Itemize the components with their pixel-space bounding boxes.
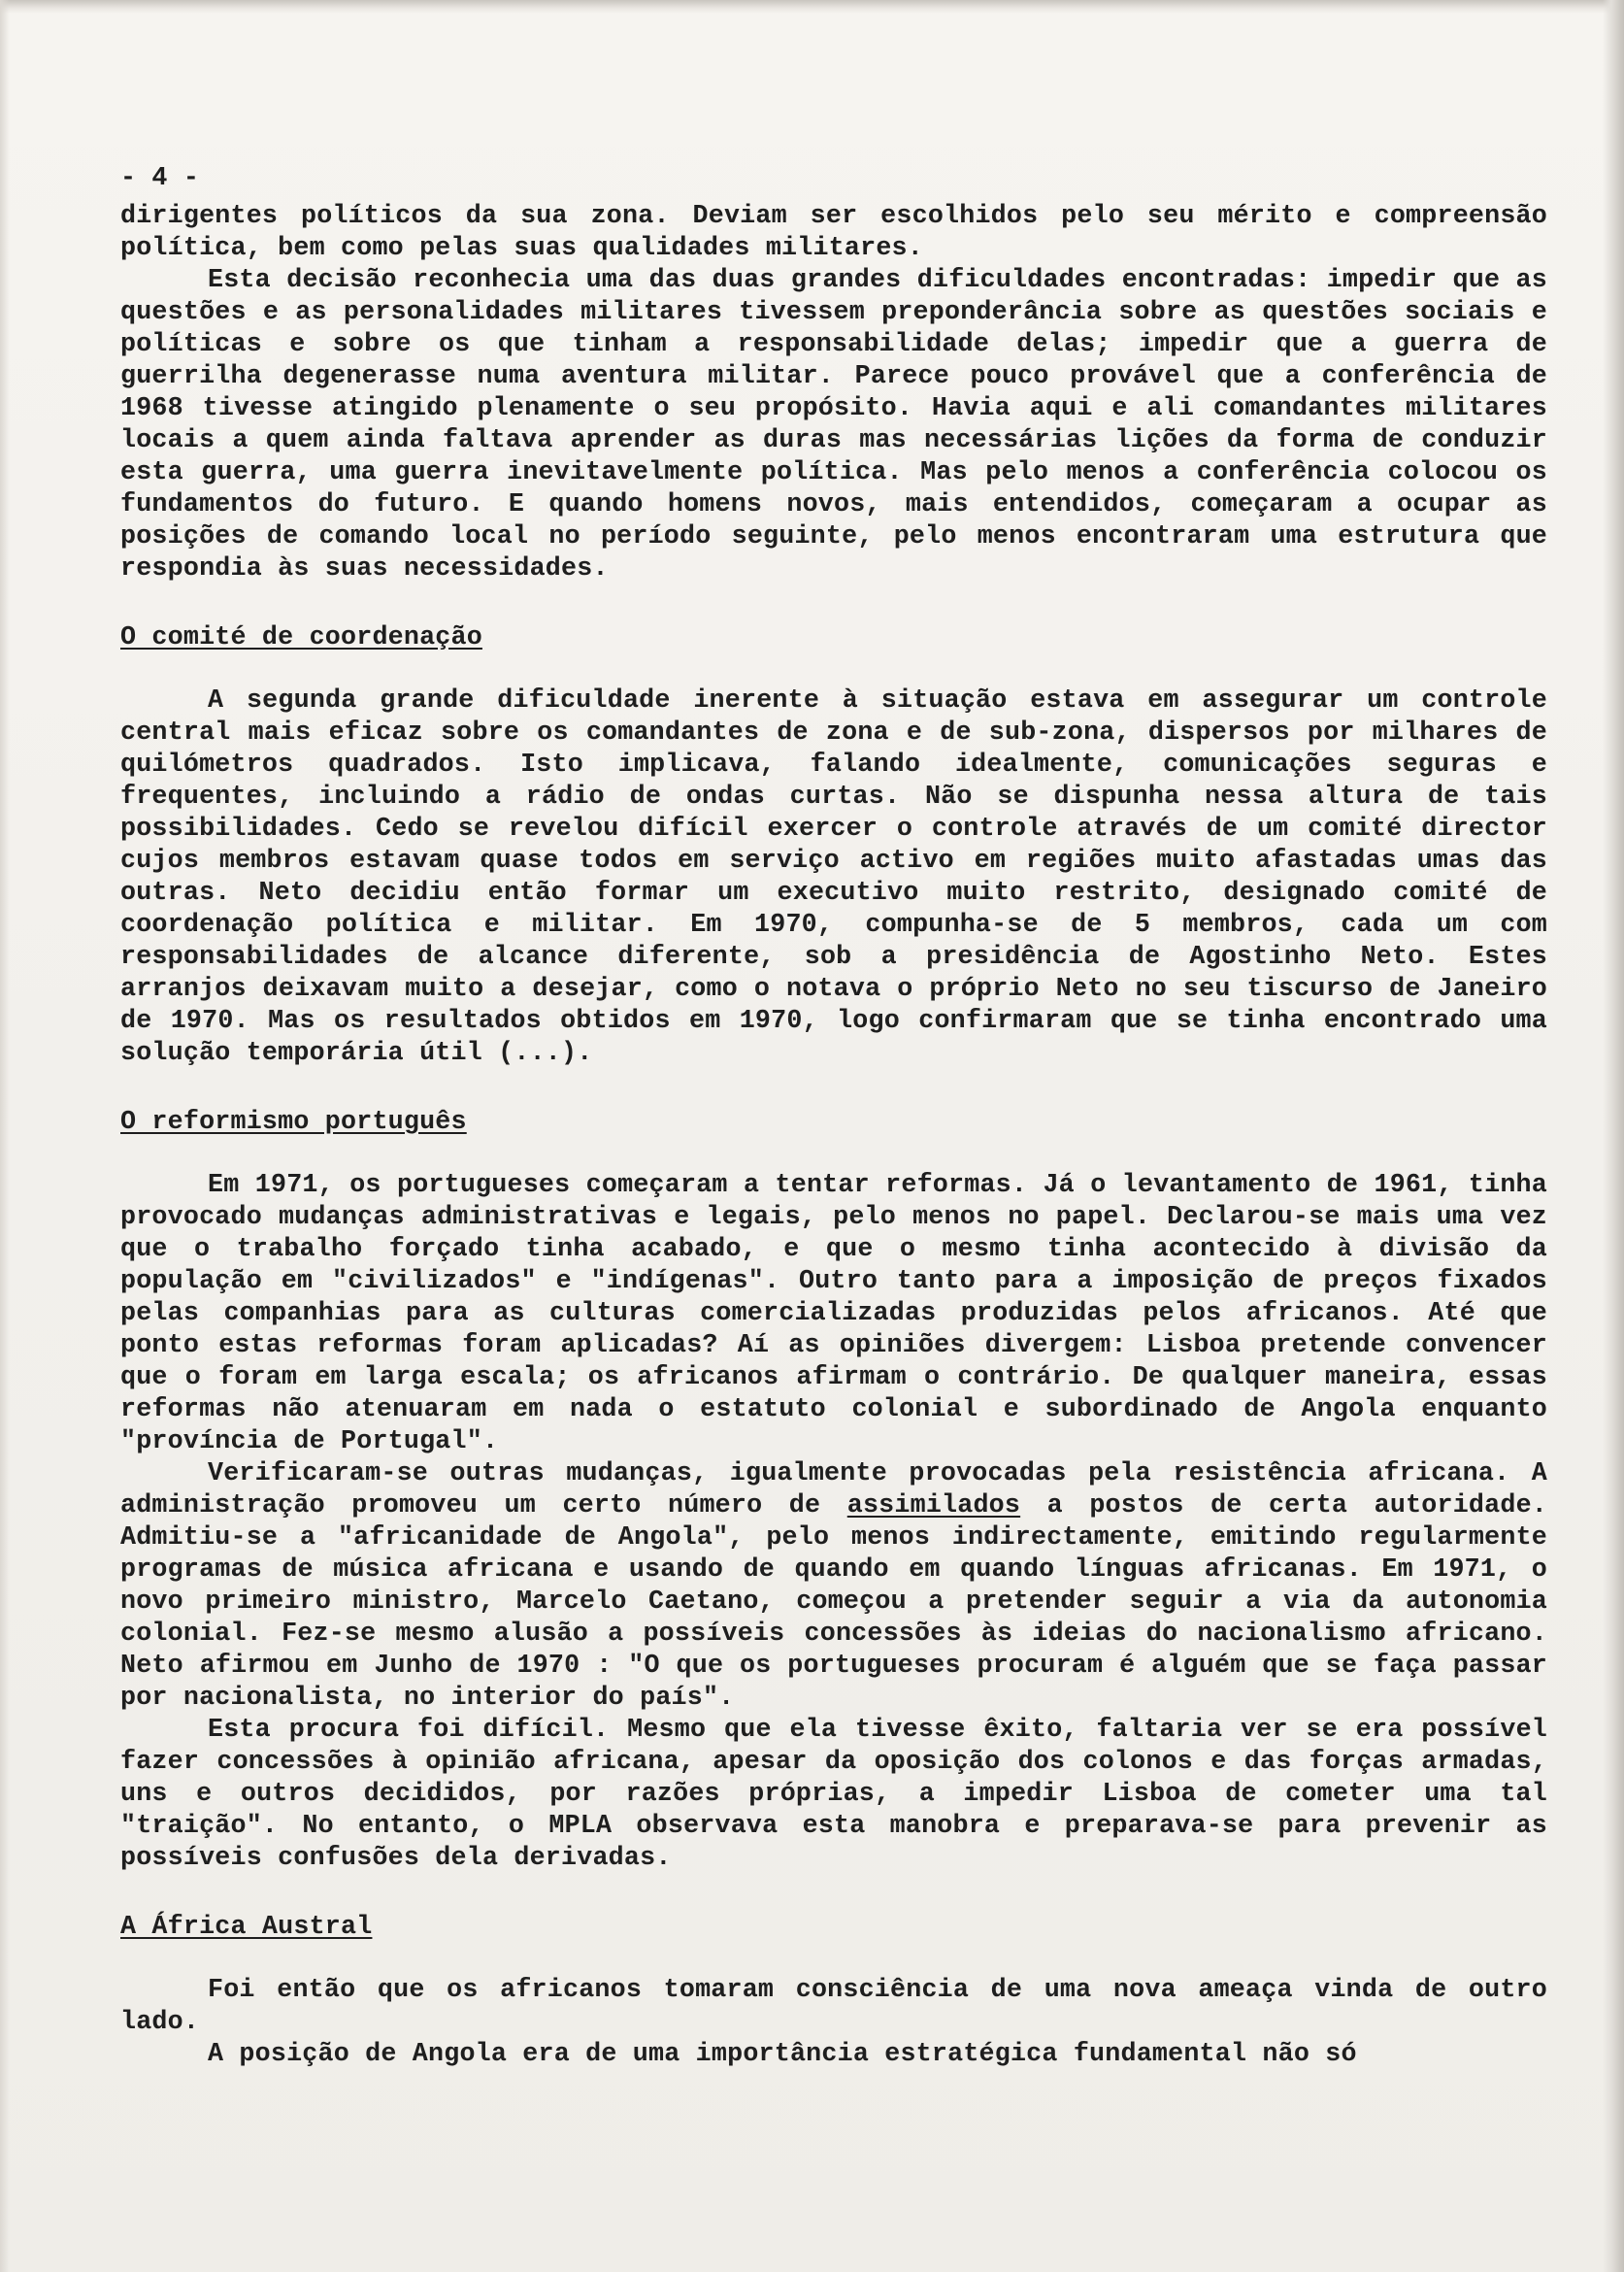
paragraph-7: Foi então que os africanos tomaram consciência de uma nova ameaça vinda de outro lado. (120, 1976, 1547, 2037)
paragraph-3: A segunda grande dificuldade inerente à situação estava em assegurar um controle central mais eficaz sobre os comandantes de zona e de sub-zona, dispersos por milhares de quilómetros quadrados. Isto implicava, falando idealmente, comunicações seguras e frequentes, incluindo a rádio de ondas curtas. Não se dispunha nessa altura de tais possibilidades. Cedo se revelou difícil exercer o controle através de um comité director cujos membros estavam quase todos em serviço activo em regiões muito afastadas umas das outras. Neto decidiu então formar um executivo muito restrito, designado comité de coordenação política e militar. Em 1970, compunha-se de 5 membros, cada um com responsabilidades de alcance diferente, sob a presidência de Agostinho Neto. Estes arranjos deixavam muito a desejar, como o notava o próprio Neto no seu tiscurso de Janeiro de 1970. Mas os resultados obtidos em 1970, logo confirmaram que se tinha encontrado uma solução temporária útil (...). (120, 686, 1547, 1068)
paper-right-edge (1603, 0, 1624, 2272)
paragraph-8: A posição de Angola era de uma importância estratégica fundamental não só (208, 2040, 1357, 2069)
heading-africa-austral: A África Austral (120, 1913, 373, 1942)
paragraph-2: Esta decisão reconhecia uma das duas grandes dificuldades encontradas: impedir que as questões e as personalidades militares tivessem preponderância sobre as questões sociais e políticas e sobre os que tinham a responsabilidade delas; impedir que a guerra de guerrilha degenerasse numa aventura militar. Parece pouco provável que a conferência de 1968 tivesse atingido plenamente o seu propósito. Havia aqui e ali comandantes militares locais a quem ainda faltava aprender as duras mas necessárias lições da forma de conduzir esta guerra, uma guerra inevitavelmente política. Mas pelo menos a conferência colocou os fundamentos do futuro. E quando homens novos, mais entendidos, começaram a ocupar as posições de comando local no período seguinte, pelo menos encontraram uma estrutura que respondia às suas necessidades. (120, 266, 1547, 584)
assimilados-term: assimilados (846, 1491, 1021, 1520)
paragraph-4: Em 1971, os portugueses começaram a tentar reformas. Já o levantamento de 1961, tinha provocado mudanças administrativas e legais, pelo menos no papel. Declarou-se mais uma vez que o trabalho forçado tinha acabado, e que o mesmo tinha acontecido à divisão da população em "civilizados" e "indígenas". Outro tanto para a imposição de preços fixados pelas companhias para as culturas comercializadas produzidas pelos africanos. Até que ponto estas reformas foram aplicadas? Aí as opiniões divergem: Lisboa pretende convencer que o foram em larga escala; os africanos afirmam o contrário. De qualquer maneira, essas reformas não atenuaram em nada o estatuto colonial e subordinado de Angola enquanto "província de Portugal". (120, 1171, 1547, 1456)
heading-comite-coordenacao: O comité de coordenação (120, 623, 482, 652)
paragraph-5-start: Verificaram-se outras mudanças, igualmente provocadas pela resistência africana. A administração promoveu um certo número de (120, 1459, 1547, 1520)
typewritten-text-block (120, 163, 1547, 2071)
paragraph-1: dirigentes políticos da sua zona. Deviam ser escolhidos pelo seu mérito e compreensão política, bem como pelas suas qualidades militares. (120, 202, 1547, 263)
paper-top-edge (0, 0, 1624, 14)
paragraph-6: Esta procura foi difícil. Mesmo que ela tivesse êxito, faltaria ver se era possível fazer concessões à opinião africana, apesar da oposição dos colonos e das forças armadas, uns e outros decididos, por razões próprias, a impedir Lisboa de cometer uma tal "traição". No entanto, o MPLA observava esta manobra e preparava-se para prevenir as possíveis confusões dela derivadas. (120, 1716, 1547, 1873)
paragraph-5-end: a postos de certa autoridade. Admitiu-se a "africanidade de Angola", pelo menos indirectamente, emitindo regularmente programas de música africana e usando de quando em quando línguas africanas. Em 1971, o novo primeiro ministro, Marcelo Caetano, começou a pretender seguir a via da autonomia colonial. Fez-se mesmo alusão a possíveis concessões às ideias do nacionalismo africano. Neto afirmou em Junho de 1970 : "O que os portugueses procuram é alguém que se faça passar por nacionalista, no interior do país". (120, 1491, 1547, 1713)
page-number: - 4 - (120, 164, 200, 193)
heading-reformismo-portugues: O reformismo português (120, 1108, 467, 1137)
paper-left-edge (0, 0, 10, 2272)
paragraph-5 (120, 1458, 1547, 1715)
